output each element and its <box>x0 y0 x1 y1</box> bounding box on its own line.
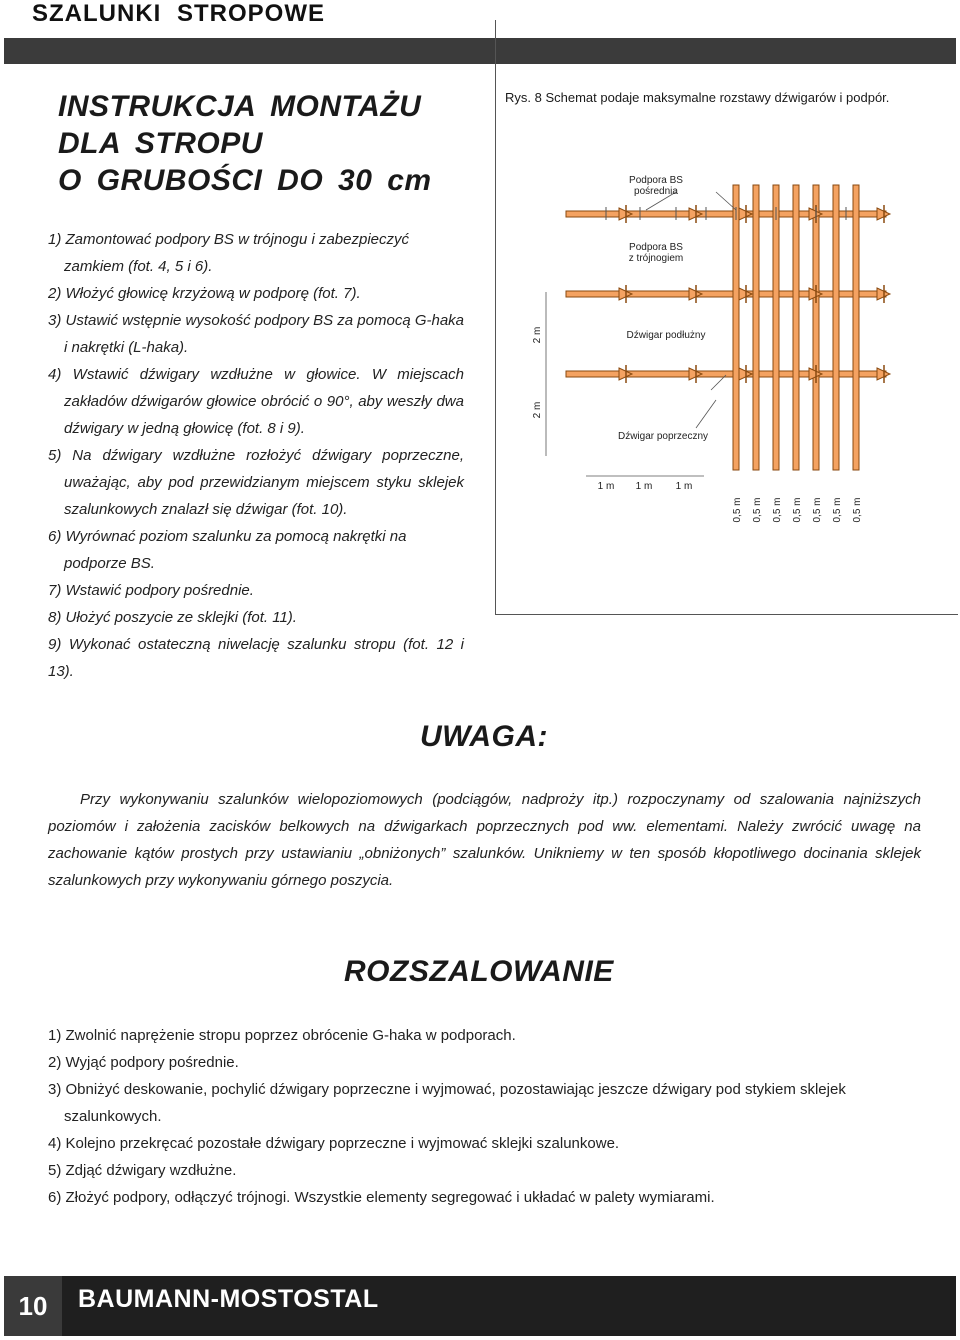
rozs-step-6: 6) Złożyć podpory, odłączyć trójnogi. Wszystkie elementy segregować i układać w palety wymiarami. <box>48 1189 715 1206</box>
label-dim-05m-1: 0,5 m <box>732 497 743 523</box>
uwaga-paragraph: Przy wykonywaniu szalunków wielopoziomowych (podciągów, nadproży itp.) rozpoczynamy od szalowania najniższych poziomów i założenia zacisków belkowych na dźwigarkach poprzecznych pod ww. elementami. Należy zwrócić uwagę na zachowanie kątów prostych przy ustawianiu „obniżonych” szalunków. Unikniemy w ten sposób kłopotliwego docinania sklejek szalunkowych przy wykonywaniu górnego poszycia. <box>48 791 921 889</box>
assembly-steps <box>48 226 464 685</box>
label-beam-long: Dźwigar podłużny <box>626 330 706 341</box>
rozs-step-3-cont: szalunkowych. <box>64 1108 162 1125</box>
main-title-line-1: INSTRUKCJA MONTAŻU <box>58 90 422 123</box>
step-6-cont: podporze BS. <box>64 555 155 572</box>
footer-brand: BAUMANN-MOSTOSTAL <box>78 1285 379 1313</box>
label-dim-1m-3: 1 m <box>675 481 693 492</box>
step-1-cont: zamkiem (fot. 4, 5 i 6). <box>64 258 213 275</box>
main-title <box>58 88 432 199</box>
label-dim-05m-7: 0,5 m <box>852 497 863 523</box>
rozs-step-1: 1) Zwolnić naprężenie stropu poprzez obrócenie G-haka w podporach. <box>48 1027 516 1044</box>
rozszalowanie-heading: ROZSZALOWANIE <box>344 955 614 988</box>
label-dim-05m-2: 0,5 m <box>752 497 763 523</box>
label-dim-05m-3: 0,5 m <box>772 497 783 523</box>
figure-caption: Rys. 8 Schemat podaje maksymalne rozstawy dźwigarów i podpór. <box>505 90 890 105</box>
uwaga-heading: UWAGA: <box>420 720 548 753</box>
header-title: SZALUNKI STROPOWE <box>32 0 325 27</box>
rozs-step-4: 4) Kolejno przekręcać pozostałe dźwigary poprzeczne i wyjmować sklejki szalunkowe. <box>48 1135 620 1152</box>
step-8: 8) Ułożyć poszycie ze sklejki (fot. 11). <box>48 609 297 626</box>
uwaga-text <box>48 786 921 894</box>
step-9: 9) Wykonać ostateczną niwelację szalunku stropu (fot. 12 i 13). <box>48 636 464 680</box>
label-support-mid-line1: Podpora BS <box>629 175 683 186</box>
label-dim-05m-4: 0,5 m <box>792 497 803 523</box>
cross-beam <box>853 185 859 470</box>
main-title-line-3: O GRUBOŚCI DO 30 cm <box>58 164 432 197</box>
step-4: 4) Wstawić dźwigary wzdłużne w głowice. W miejscach zakładów dźwigarów głowice obrócić o 90°, aby weszły dwa dźwigary w jedną głowicę (fot. 8 i 9). <box>48 366 464 437</box>
label-dim-2m-a: 2 m <box>532 326 543 344</box>
label-dim-05m-6: 0,5 m <box>832 497 843 523</box>
label-support-tri-line1: Podpora BS <box>629 242 683 253</box>
main-title-line-2: DLA STROPU <box>58 127 263 160</box>
cross-beam <box>753 185 759 470</box>
label-dim-2m-b: 2 m <box>532 401 543 419</box>
rozszalowanie-steps <box>48 1022 921 1211</box>
step-7: 7) Wstawić podpory pośrednie. <box>48 582 254 599</box>
label-support-tri-line2: z trójnogiem <box>628 253 684 264</box>
label-beam-cross: Dźwigar poprzeczny <box>617 431 709 442</box>
label-dim-05m-5: 0,5 m <box>812 497 823 523</box>
step-3: 3) Ustawić wstępnie wysokość podpory BS za pomocą G-haka <box>48 312 465 329</box>
cross-beam <box>813 185 819 470</box>
step-1: 1) Zamontować podpory BS w trójnogu i zabezpieczyć <box>48 231 410 248</box>
page-number: 10 <box>4 1276 62 1336</box>
cross-beam <box>833 185 839 470</box>
formwork-diagram <box>496 110 956 540</box>
step-3-cont: i nakrętki (L-haka). <box>64 339 189 356</box>
rozs-step-5: 5) Zdjąć dźwigary wzdłużne. <box>48 1162 237 1179</box>
step-6: 6) Wyrównać poziom szalunku za pomocą nakrętki na <box>48 528 407 545</box>
label-dim-1m-2: 1 m <box>635 481 653 492</box>
rozs-step-2: 2) Wyjąć podpory pośrednie. <box>48 1054 239 1071</box>
cross-beam <box>773 185 779 470</box>
step-2: 2) Włożyć głowicę krzyżową w podporę (fot. 7). <box>48 285 361 302</box>
step-5: 5) Na dźwigary wzdłużne rozłożyć dźwigary poprzeczne, uważając, aby pod przewidzianym miejscem styku sklejek szalunkowych znalazł się dźwigar (fot. 10). <box>48 447 464 518</box>
rozs-step-3: 3) Obniżyć deskowanie, pochylić dźwigary poprzeczne i wyjmować, pozostawiając jeszcze dźwigary pod stykiem sklejek <box>48 1081 846 1098</box>
cross-beam <box>733 185 739 470</box>
cross-beam <box>793 185 799 470</box>
label-support-mid-line2: pośrednia <box>634 186 678 197</box>
leader-line <box>696 400 716 428</box>
label-dim-1m-1: 1 m <box>597 481 615 492</box>
